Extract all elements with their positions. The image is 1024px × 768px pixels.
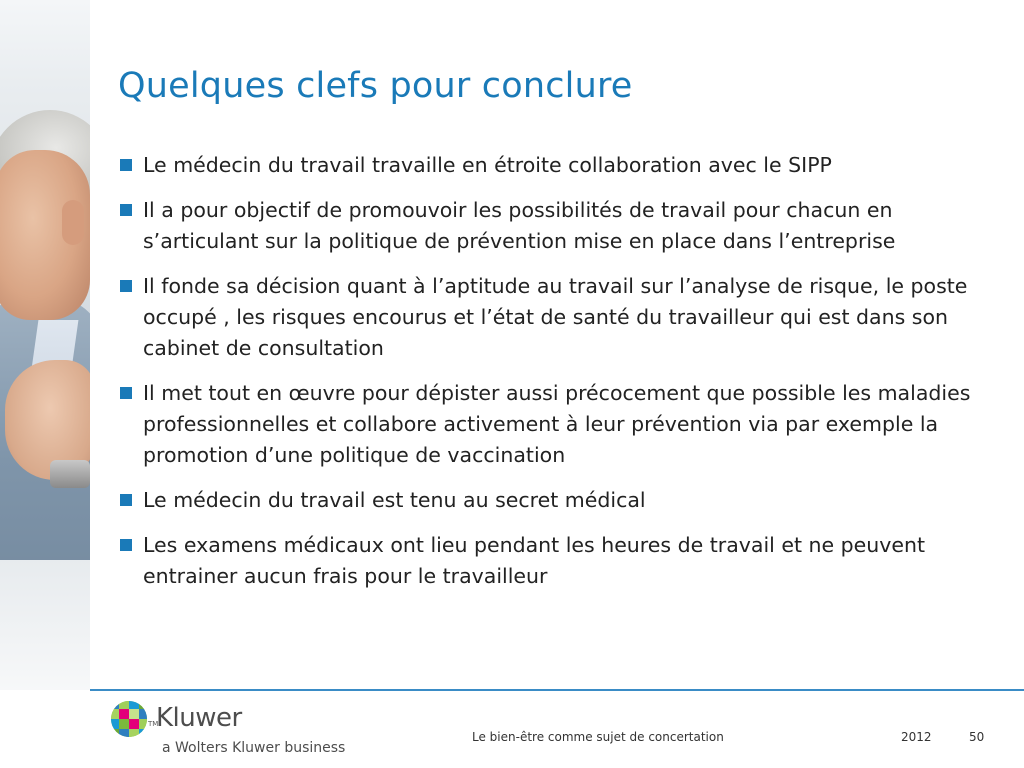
logo-tagline: a Wolters Kluwer business xyxy=(162,740,346,756)
bullet-list xyxy=(118,150,998,606)
footer-caption: Le bien-être comme sujet de concertation xyxy=(472,730,724,744)
square-bullet-icon xyxy=(120,494,132,506)
footer-divider xyxy=(90,689,1024,691)
slide-title: Quelques clefs pour conclure xyxy=(118,66,633,106)
kluwer-globe-icon xyxy=(110,700,148,738)
photo-desk xyxy=(0,560,90,690)
bullet-item xyxy=(118,195,998,257)
bullet-text: Les examens médicaux ont lieu pendant les heures de travail et ne peuvent entrainer aucun frais pour le travailleur xyxy=(143,533,926,588)
page-number: 50 xyxy=(969,730,985,744)
bullet-text: Il fonde sa décision quant à l’aptitude au travail sur l’analyse de risque, le poste occupé , les risques encourus et l’état de santé du travailleur qui est dans son cabinet de consultation xyxy=(143,274,968,360)
footer-year: 2012 xyxy=(901,730,932,744)
photo-ear xyxy=(62,200,84,245)
bullet-item xyxy=(118,378,998,471)
bullet-item xyxy=(118,485,998,516)
photo-watch xyxy=(50,460,90,488)
bullet-text: Le médecin du travail travaille en étroite collaboration avec le SIPP xyxy=(143,153,832,177)
bullet-text: Il a pour objectif de promouvoir les possibilités de travail pour chacun en s’articulant sur la politique de prévention mise en place dans l’entreprise xyxy=(143,198,896,253)
logo-name: Kluwer xyxy=(156,703,242,733)
logo-trademark: TM xyxy=(148,720,159,728)
square-bullet-icon xyxy=(120,204,132,216)
bullet-item xyxy=(118,530,998,592)
kluwer-logo xyxy=(110,700,370,760)
bullet-item xyxy=(118,271,998,364)
square-bullet-icon xyxy=(120,539,132,551)
square-bullet-icon xyxy=(120,280,132,292)
bullet-text: Le médecin du travail est tenu au secret médical xyxy=(143,488,646,512)
bullet-item xyxy=(118,150,998,181)
square-bullet-icon xyxy=(120,159,132,171)
bullet-text: Il met tout en œuvre pour dépister aussi précocement que possible les maladies professionnelles et collabore activement à leur prévention via par exemple la promotion d’une politique de vaccination xyxy=(143,381,971,467)
decorative-photo xyxy=(0,0,90,690)
square-bullet-icon xyxy=(120,387,132,399)
